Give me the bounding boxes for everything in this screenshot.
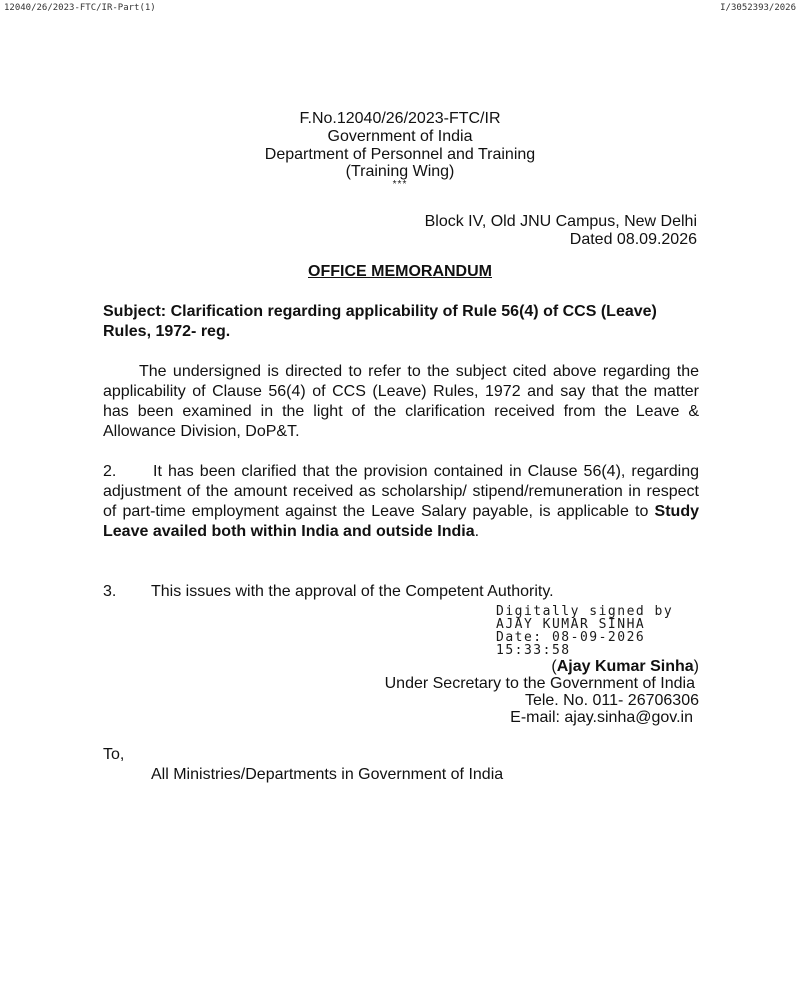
file-reference-top-right: I/3052393/2026 [720,3,796,13]
government-name: Government of India [327,128,473,145]
signatory-open-paren: ( [551,658,557,675]
paragraph-2-bold-text: Study Leave availed both within India and outside India [103,503,699,540]
paragraph-2-end: . [474,523,480,540]
paragraph-2 [103,462,699,542]
memo-title: OFFICE MEMORANDUM [308,263,492,280]
paragraph-2-text: It has been clarified that the provision contained in Clause 56(4), regarding adjustment of the amount received as scholarship/ stipend/remuneration in respect of part-time employment against the Leave Salary payable, is applicable to [103,463,699,520]
addressee: All Ministries/Departments in Government of India [151,766,504,783]
separator-stars: *** [392,179,408,190]
wing-name: (Training Wing) [345,163,455,180]
department-name: Department of Personnel and Training [264,146,536,163]
digital-signature-line-4: 15:33:58 [496,643,571,658]
memo-date: Dated 08.09.2026 [569,231,697,248]
signatory-designation: Under Secretary to the Government of India [384,675,695,692]
signatory-email: E-mail: ajay.sinha@gov.in [510,709,693,726]
signatory-name-line [551,658,699,676]
paragraph-1: The undersigned is directed to refer to the subject cited above regarding the applicability of Clause 56(4) of CCS (Leave) Rules, 1972 and say that the matter has been examined in the light of the clarification received from the Leave & Allowance Division, DoP&T. [103,363,699,440]
paragraph-3 [103,582,699,602]
digital-signature-line-1: Digitally signed by [496,604,674,619]
digital-signature-line-3: Date: 08-09-2026 [496,630,646,645]
signatory-close-paren: ) [693,658,699,675]
subject-line: Subject: Clarification regarding applicability of Rule 56(4) of CCS (Leave) Rules, 1972- reg. [103,303,657,340]
file-reference-top-left: 12040/26/2023-FTC/IR-Part(1) [4,3,156,13]
digital-signature-line-2: AJAY KUMAR SINHA [496,617,646,632]
paragraph-3-text: This issues with the approval of the Competent Authority. [151,583,554,600]
office-address: Block IV, Old JNU Campus, New Delhi [424,213,697,230]
digital-signature-block [496,605,673,657]
paragraph-2-number: 2. [103,463,117,480]
to-label: To, [103,746,125,763]
signatory-telephone: Tele. No. 011- 26706306 [524,692,699,709]
signatory-name: Ajay Kumar Sinha [556,658,694,675]
file-number: F.No.12040/26/2023-FTC/IR [299,110,501,127]
paragraph-3-number: 3. [103,583,117,600]
